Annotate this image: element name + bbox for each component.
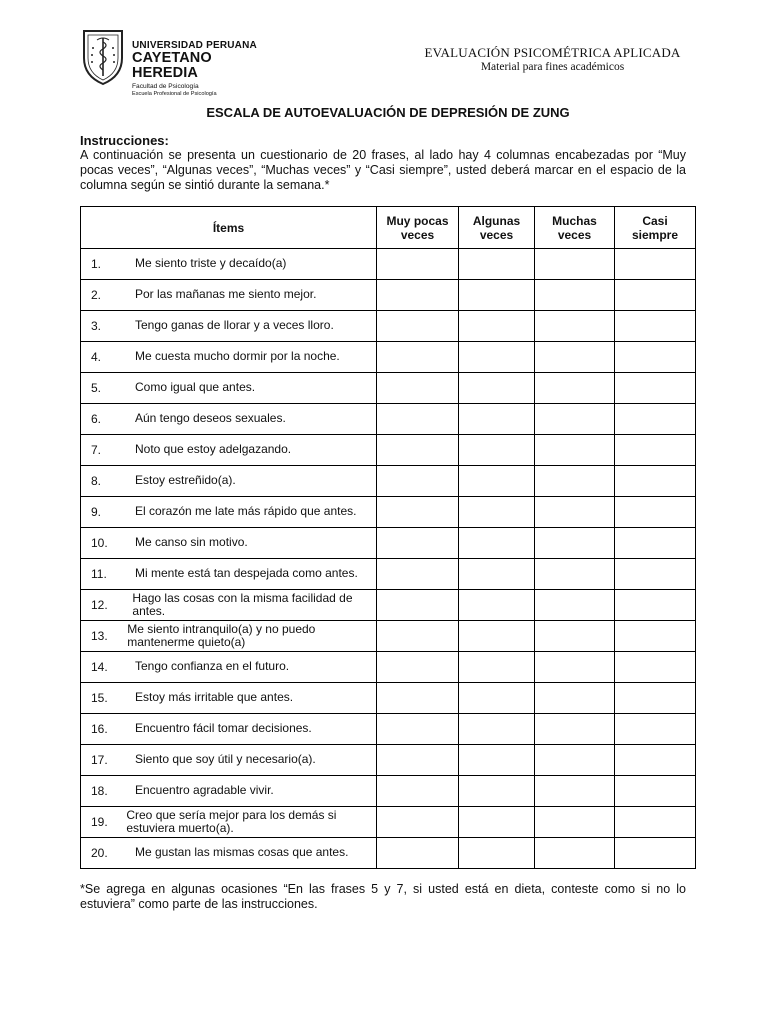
document-header [380, 45, 725, 74]
answer-cell-casi-siempre[interactable] [615, 404, 696, 435]
answer-cell-casi-siempre[interactable] [615, 621, 696, 652]
item-number: 9. [91, 505, 102, 519]
answer-cell-muchas-veces[interactable] [535, 404, 615, 435]
answer-cell-muchas-veces[interactable] [535, 528, 615, 559]
answer-cell-algunas-veces[interactable] [459, 280, 535, 311]
university-name-line1: UNIVERSIDAD PERUANA [132, 40, 257, 51]
answer-cell-muy-pocas-veces[interactable] [377, 435, 459, 466]
item-text: Estoy más irritable que antes. [135, 690, 294, 705]
answer-cell-casi-siempre[interactable] [615, 497, 696, 528]
table-row [81, 714, 696, 745]
answer-cell-muchas-veces[interactable] [535, 838, 615, 869]
answer-cell-casi-siempre[interactable] [615, 528, 696, 559]
item-number: 2. [91, 288, 102, 302]
table-row [81, 342, 696, 373]
questionnaire-table [80, 206, 696, 869]
answer-cell-muchas-veces[interactable] [535, 683, 615, 714]
answer-cell-muchas-veces[interactable] [535, 342, 615, 373]
item-cell [81, 280, 377, 311]
instructions-heading: Instrucciones: [80, 133, 169, 148]
answer-cell-muchas-veces[interactable] [535, 714, 615, 745]
item-cell [81, 621, 377, 652]
item-text: Aún tengo deseos sexuales. [135, 411, 286, 426]
answer-cell-algunas-veces[interactable] [459, 807, 535, 838]
item-number: 14. [91, 660, 108, 674]
item-number: 3. [91, 319, 102, 333]
answer-cell-algunas-veces[interactable] [459, 590, 535, 621]
column-header-muchas-veces: Muchas veces [535, 207, 615, 249]
item-text: Creo que sería mejor para los demás si estuviera muerto(a). [126, 807, 337, 835]
header-subtitle: Material para fines académicos [480, 61, 625, 73]
school-name: Escuela Profesional de Psicología [132, 91, 217, 97]
answer-cell-muy-pocas-veces[interactable] [377, 311, 459, 342]
answer-cell-casi-siempre[interactable] [615, 249, 696, 280]
answer-cell-casi-siempre[interactable] [615, 683, 696, 714]
answer-cell-muy-pocas-veces[interactable] [377, 373, 459, 404]
table-row [81, 745, 696, 776]
answer-cell-algunas-veces[interactable] [459, 311, 535, 342]
item-text: Estoy estreñido(a). [135, 473, 236, 488]
item-cell [81, 497, 377, 528]
item-number: 4. [91, 350, 102, 364]
answer-cell-casi-siempre[interactable] [615, 590, 696, 621]
answer-cell-algunas-veces[interactable] [459, 528, 535, 559]
answer-cell-casi-siempre[interactable] [615, 466, 696, 497]
answer-cell-algunas-veces[interactable] [459, 373, 535, 404]
answer-cell-muy-pocas-veces[interactable] [377, 404, 459, 435]
answer-cell-casi-siempre[interactable] [615, 652, 696, 683]
table-row [81, 838, 696, 869]
answer-cell-muy-pocas-veces[interactable] [377, 807, 459, 838]
table-row [81, 497, 696, 528]
answer-cell-algunas-veces[interactable] [459, 745, 535, 776]
answer-cell-algunas-veces[interactable] [459, 683, 535, 714]
answer-cell-muchas-veces[interactable] [535, 466, 615, 497]
table-row [81, 280, 696, 311]
answer-cell-muy-pocas-veces[interactable] [377, 342, 459, 373]
item-number: 13. [91, 629, 108, 643]
item-text: Siento que soy útil y necesario(a). [135, 752, 316, 767]
table-row [81, 776, 696, 807]
answer-cell-casi-siempre[interactable] [615, 435, 696, 466]
item-text: Tengo ganas de llorar y a veces lloro. [135, 318, 334, 333]
column-header-algunas-veces: Algunas veces [459, 207, 535, 249]
column-header-items: Ítems [81, 207, 377, 249]
item-number: 18. [91, 784, 108, 798]
item-number: 10. [91, 536, 108, 550]
item-cell [81, 590, 377, 621]
item-number: 5. [91, 381, 102, 395]
item-cell [81, 249, 377, 280]
item-text: El corazón me late más rápido que antes. [135, 504, 357, 519]
answer-cell-muy-pocas-veces[interactable] [377, 838, 459, 869]
answer-cell-muchas-veces[interactable] [535, 311, 615, 342]
table-row [81, 373, 696, 404]
item-text: Me siento intranquilo(a) y no puedo mantenerme quieto(a) [127, 621, 316, 649]
table-header-row [81, 207, 696, 249]
table-row [81, 807, 696, 838]
answer-cell-algunas-veces[interactable] [459, 714, 535, 745]
answer-cell-muchas-veces[interactable] [535, 559, 615, 590]
answer-cell-algunas-veces[interactable] [459, 435, 535, 466]
answer-cell-muy-pocas-veces[interactable] [377, 559, 459, 590]
answer-cell-algunas-veces[interactable] [459, 652, 535, 683]
answer-cell-algunas-veces[interactable] [459, 559, 535, 590]
item-number: 8. [91, 474, 102, 488]
item-number: 19. [91, 815, 108, 829]
column-header-muy-pocas-veces: Muy pocas veces [377, 207, 459, 249]
answer-cell-casi-siempre[interactable] [615, 559, 696, 590]
item-number: 20. [91, 846, 108, 860]
answer-cell-muchas-veces[interactable] [535, 807, 615, 838]
item-number: 7. [91, 443, 102, 457]
answer-cell-muy-pocas-veces[interactable] [377, 466, 459, 497]
item-cell [81, 559, 377, 590]
answer-cell-muy-pocas-veces[interactable] [377, 652, 459, 683]
answer-cell-muchas-veces[interactable] [535, 776, 615, 807]
answer-cell-muy-pocas-veces[interactable] [377, 683, 459, 714]
answer-cell-muchas-veces[interactable] [535, 590, 615, 621]
answer-cell-casi-siempre[interactable] [615, 373, 696, 404]
item-text: Me siento triste y decaído(a) [135, 256, 287, 271]
answer-cell-algunas-veces[interactable] [459, 466, 535, 497]
table-row [81, 559, 696, 590]
answer-cell-muy-pocas-veces[interactable] [377, 497, 459, 528]
table-row [81, 683, 696, 714]
answer-cell-casi-siempre[interactable] [615, 745, 696, 776]
answer-cell-casi-siempre[interactable] [615, 807, 696, 838]
answer-cell-casi-siempre[interactable] [615, 838, 696, 869]
table-row [81, 249, 696, 280]
item-cell [81, 528, 377, 559]
answer-cell-casi-siempre[interactable] [615, 311, 696, 342]
answer-cell-algunas-veces[interactable] [459, 249, 535, 280]
item-cell [81, 466, 377, 497]
item-text: Me cuesta mucho dormir por la noche. [135, 349, 340, 364]
answer-cell-muy-pocas-veces[interactable] [377, 621, 459, 652]
answer-cell-casi-siempre[interactable] [615, 280, 696, 311]
item-text: Mi mente está tan despejada como antes. [135, 566, 358, 581]
faculty-name: Facultad de Psicología [132, 83, 199, 90]
item-cell [81, 838, 377, 869]
item-cell [81, 404, 377, 435]
answer-cell-muchas-veces[interactable] [535, 249, 615, 280]
item-cell [81, 714, 377, 745]
item-number: 17. [91, 753, 108, 767]
document-title: ESCALA DE AUTOEVALUACIÓN DE DEPRESIÓN DE ZUNG [206, 105, 570, 120]
answer-cell-algunas-veces[interactable] [459, 776, 535, 807]
item-text: Tengo confianza en el futuro. [135, 659, 290, 674]
table-row [81, 435, 696, 466]
answer-cell-muy-pocas-veces[interactable] [377, 714, 459, 745]
item-cell [81, 652, 377, 683]
answer-cell-algunas-veces[interactable] [459, 342, 535, 373]
answer-cell-algunas-veces[interactable] [459, 404, 535, 435]
answer-cell-casi-siempre[interactable] [615, 776, 696, 807]
table-row [81, 311, 696, 342]
answer-cell-muchas-veces[interactable] [535, 652, 615, 683]
item-cell [81, 373, 377, 404]
table-row [81, 590, 696, 621]
item-text: Me gustan las mismas cosas que antes. [135, 845, 349, 860]
column-header-casi-siempre: Casi siempre [615, 207, 696, 249]
item-text: Por las mañanas me siento mejor. [135, 287, 317, 302]
item-number: 6. [91, 412, 102, 426]
item-cell [81, 435, 377, 466]
item-text: Me canso sin motivo. [135, 535, 248, 550]
item-text: Como igual que antes. [135, 380, 256, 395]
table-row [81, 528, 696, 559]
university-name-line2: CAYETANO HEREDIA [132, 50, 212, 81]
answer-cell-muy-pocas-veces[interactable] [377, 280, 459, 311]
answer-cell-muy-pocas-veces[interactable] [377, 249, 459, 280]
table-row [81, 404, 696, 435]
answer-cell-casi-siempre[interactable] [615, 342, 696, 373]
university-seal-icon [80, 28, 126, 86]
item-cell [81, 342, 377, 373]
answer-cell-algunas-veces[interactable] [459, 838, 535, 869]
item-cell [81, 745, 377, 776]
footnote: *Se agrega en algunas ocasiones “En las frases 5 y 7, si usted está en dieta, conteste como si no lo estuviera” como parte de las instrucciones. [80, 882, 686, 911]
item-cell [81, 776, 377, 807]
item-text: Encuentro agradable vivir. [135, 783, 274, 798]
answer-cell-muchas-veces[interactable] [535, 435, 615, 466]
item-text: Hago las cosas con la misma facilidad de antes. [132, 590, 353, 618]
answer-cell-muy-pocas-veces[interactable] [377, 776, 459, 807]
item-cell [81, 311, 377, 342]
answer-cell-muchas-veces[interactable] [535, 745, 615, 776]
item-number: 1. [91, 257, 102, 271]
answer-cell-muy-pocas-veces[interactable] [377, 590, 459, 621]
item-text: Noto que estoy adelgazando. [135, 442, 292, 457]
answer-cell-muchas-veces[interactable] [535, 280, 615, 311]
answer-cell-muchas-veces[interactable] [535, 621, 615, 652]
item-cell [81, 807, 377, 838]
item-number: 16. [91, 722, 108, 736]
item-number: 11. [91, 567, 107, 581]
table-row [81, 652, 696, 683]
answer-cell-casi-siempre[interactable] [615, 714, 696, 745]
answer-cell-muy-pocas-veces[interactable] [377, 745, 459, 776]
answer-cell-muchas-veces[interactable] [535, 373, 615, 404]
university-logo [80, 28, 280, 97]
table-row [81, 466, 696, 497]
header-title: EVALUACIÓN PSICOMÉTRICA APLICADA [424, 45, 681, 60]
answer-cell-algunas-veces[interactable] [459, 621, 535, 652]
table-row [81, 621, 696, 652]
answer-cell-muchas-veces[interactable] [535, 497, 615, 528]
answer-cell-algunas-veces[interactable] [459, 497, 535, 528]
answer-cell-muy-pocas-veces[interactable] [377, 528, 459, 559]
item-number: 15. [91, 691, 108, 705]
item-text: Encuentro fácil tomar decisiones. [135, 721, 312, 736]
item-number: 12. [91, 598, 108, 612]
instructions-text: A continuación se presenta un cuestionario de 20 frases, al lado hay 4 columnas encabezadas por “Muy pocas veces”, “Algunas veces”, “Muchas veces” y “Casi siempre”, usted deberá marcar en el espacio de la columna según se sintió durante la semana.* [80, 148, 686, 192]
item-cell [81, 683, 377, 714]
